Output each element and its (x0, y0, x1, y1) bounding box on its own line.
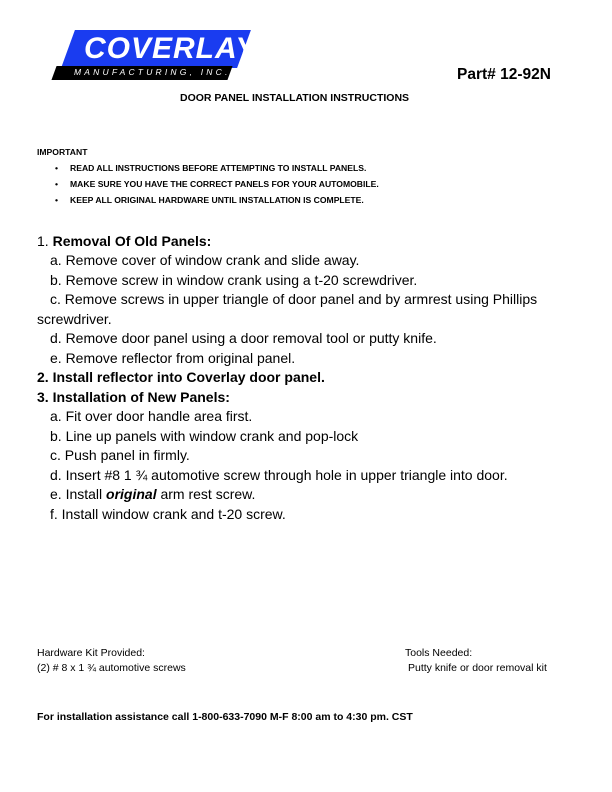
coverlay-logo (46, 30, 257, 80)
important-item: • READ ALL INSTRUCTIONS BEFORE ATTEMPTING TO INSTALL PANELS. (55, 163, 367, 173)
tools-label: Tools Needed: (405, 647, 473, 659)
step: b. Line up panels with window crank and pop-lock (50, 428, 359, 444)
important-heading: IMPORTANT (37, 147, 88, 157)
step: d. Insert #8 1 ¾ automotive screw through hole in upper triangle into door. (50, 467, 508, 483)
logo-subtitle: MANUFACTURING, INC. (74, 67, 231, 77)
step: b. Remove screw in window crank using a t-20 screwdriver. (50, 272, 418, 288)
assistance-note: For installation assistance call 1-800-633-7090 M-F 8:00 am to 4:30 pm. CST (37, 711, 413, 723)
step: c. Push panel in firmly. (50, 447, 190, 463)
step: screwdriver. (37, 311, 112, 327)
step: f. Install window crank and t-20 screw. (50, 506, 286, 522)
step: a. Fit over door handle area first. (50, 408, 253, 424)
important-item: • KEEP ALL ORIGINAL HARDWARE UNTIL INSTALLATION IS COMPLETE. (55, 195, 364, 205)
hardware-value: (2) # 8 x 1 ¾ automotive screws (37, 662, 186, 674)
step: e. Remove reflector from original panel. (50, 350, 296, 366)
step: c. Remove screws in upper triangle of door panel and by armrest using Phillips (50, 291, 538, 307)
step: d. Remove door panel using a door removal tool or putty knife. (50, 330, 437, 346)
step: e. Install original arm rest screw. (50, 486, 256, 502)
tools-value: Putty knife or door removal kit (408, 662, 547, 674)
document-title: DOOR PANEL INSTALLATION INSTRUCTIONS (180, 92, 410, 104)
logo-name: COVERLAY (84, 32, 257, 65)
section-1-heading: 1. Removal Of Old Panels: (37, 233, 212, 249)
step: a. Remove cover of window crank and slide away. (50, 252, 360, 268)
important-item: • MAKE SURE YOU HAVE THE CORRECT PANELS FOR YOUR AUTOMOBILE. (55, 179, 379, 189)
section-2-heading: 2. Install reflector into Coverlay door panel. (37, 369, 325, 385)
section-3-heading: 3. Installation of New Panels: (37, 389, 230, 405)
part-number: Part# 12-92N (457, 66, 551, 83)
hardware-label: Hardware Kit Provided: (37, 647, 145, 659)
